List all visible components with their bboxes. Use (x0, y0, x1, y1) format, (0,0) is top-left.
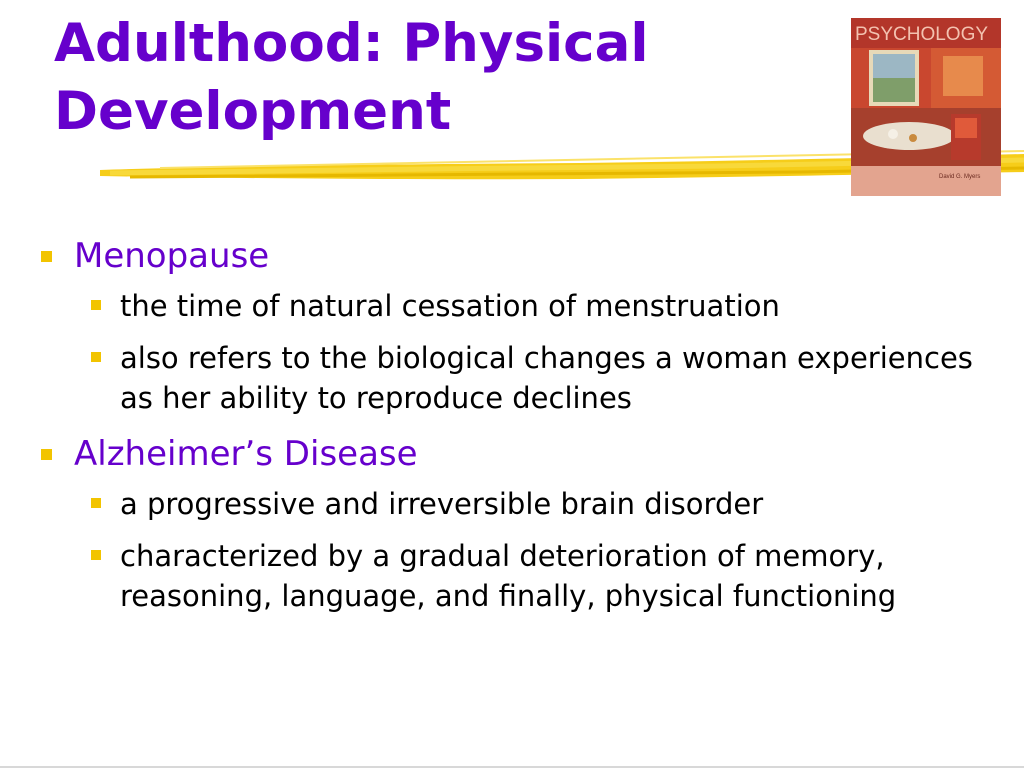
book-cover-author: David G. Myers (939, 174, 981, 180)
book-cover-title: PSYCHOLOGY (855, 24, 989, 45)
sub-bullet-alzheimers-characterization (82, 536, 998, 616)
square-bullet-icon (91, 300, 101, 310)
bullet-list (38, 232, 998, 628)
sub-bullet-menopause-biological-changes (82, 338, 998, 418)
sub-bullet-text: the time of natural cessation of menstruation (120, 289, 780, 323)
sub-bullet-text: characterized by a gradual deterioration of memory, reasoning, language, and finally, physical functioning (120, 539, 897, 613)
sub-bullet-text: a progressive and irreversible brain disorder (120, 487, 764, 521)
bullet-menopause (38, 232, 998, 280)
square-bullet-icon (91, 352, 101, 362)
slide-title-line-2: Development (54, 81, 452, 142)
square-bullet-icon (41, 449, 52, 460)
bullet-heading: Alzheimer’s Disease (74, 434, 418, 474)
square-bullet-icon (41, 251, 52, 262)
book-cover-image (851, 18, 1001, 196)
sub-bullet-alzheimers-definition (82, 484, 998, 524)
square-bullet-icon (91, 498, 101, 508)
sub-bullet-menopause-definition (82, 286, 998, 326)
square-bullet-icon (91, 550, 101, 560)
slide-title-line-1: Adulthood: Physical (54, 13, 649, 74)
sub-bullet-text: also refers to the biological changes a woman experiences as her ability to reproduce declines (120, 341, 973, 415)
bullet-alzheimers-disease (38, 430, 998, 478)
slide-title (54, 10, 814, 146)
bullet-heading: Menopause (74, 236, 270, 276)
